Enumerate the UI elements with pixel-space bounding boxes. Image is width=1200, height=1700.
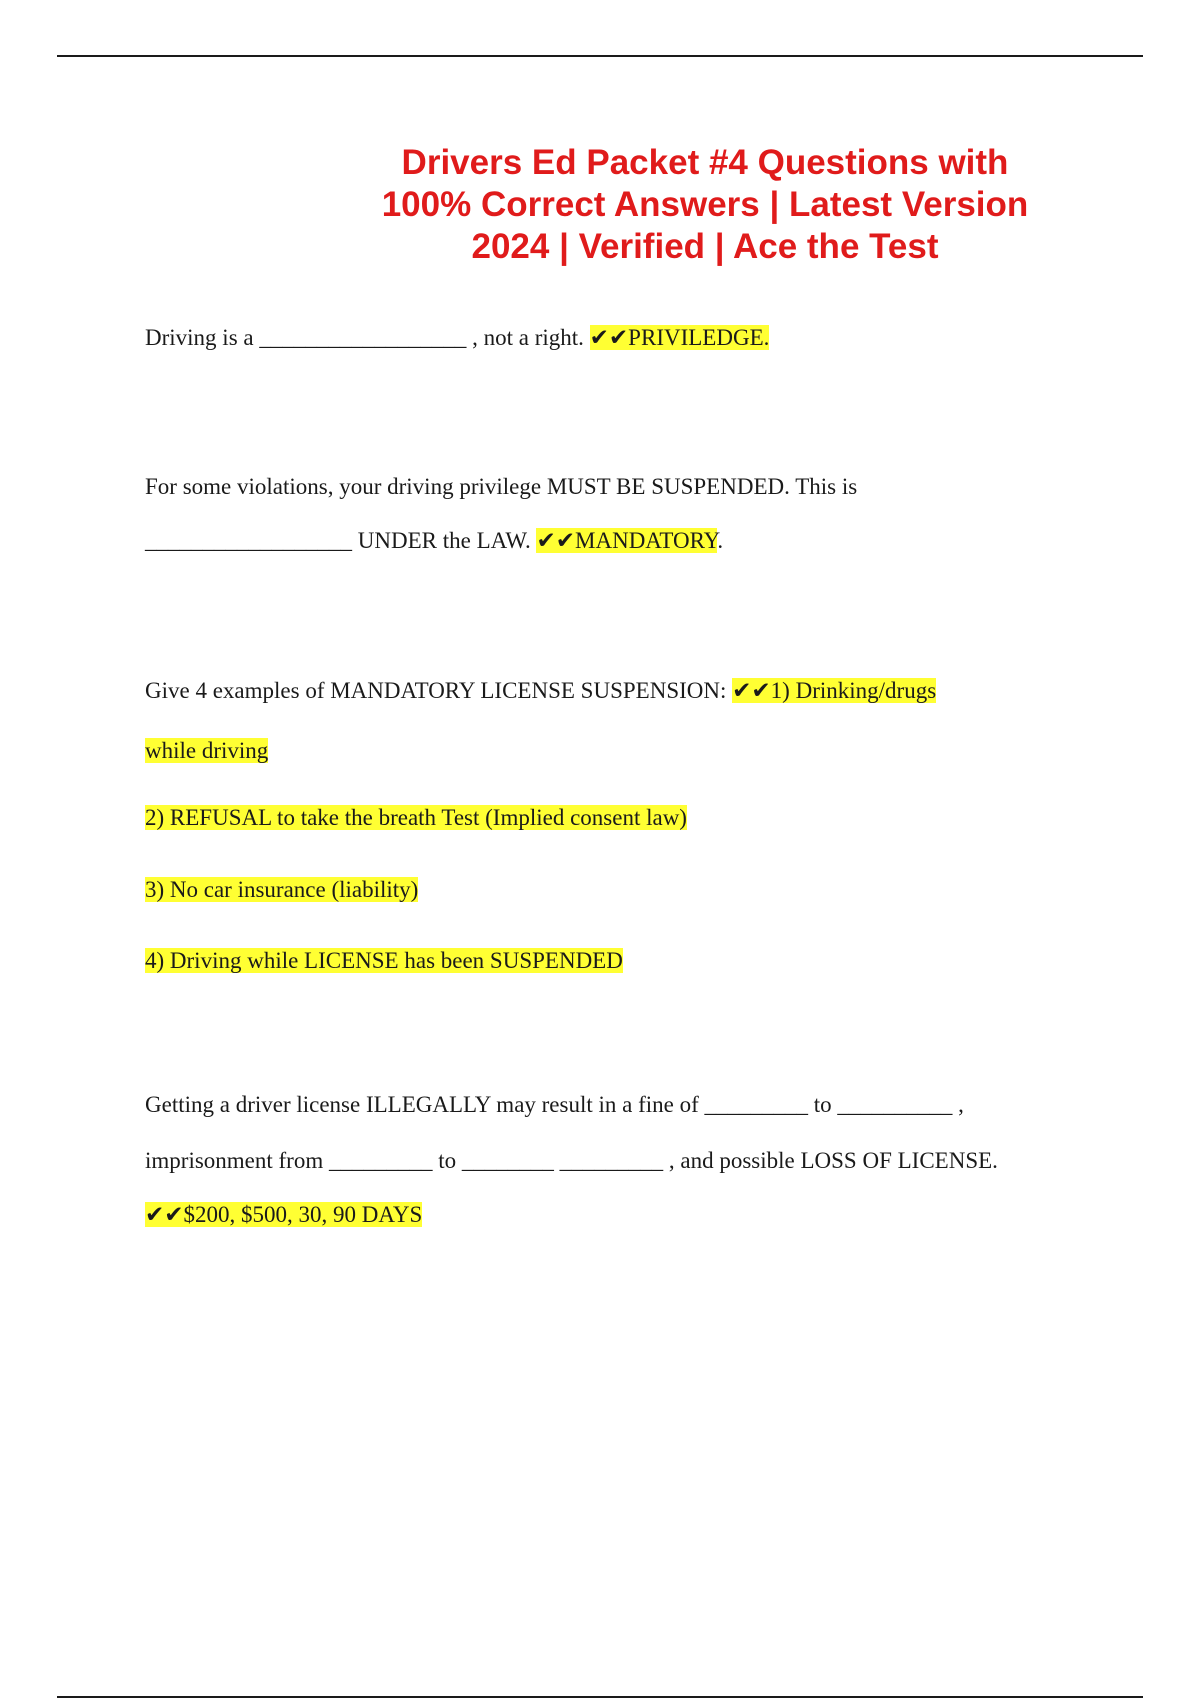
answer-line [145,874,418,906]
question-prompt: Driving is a __________________ , not a right. [145,325,584,350]
title-line: 100% Correct Answers | Latest Version [381,185,1029,224]
answer-line [145,1199,422,1231]
title-line: Drivers Ed Packet #4 Questions with [401,143,1009,182]
document-title [360,142,1050,268]
answer-suffix: . [717,528,724,553]
answer-highlight: 4) Driving while LICENSE has been SUSPENDED [145,948,623,973]
question-2-line-2 [145,525,723,557]
bottom-rule [57,1696,1143,1698]
answer-line [145,802,687,834]
top-rule [57,55,1143,57]
answer-highlight: 3) No car insurance (liability) [145,877,419,902]
answer-line [145,735,268,767]
title-line: 2024 | Verified | Ace the Test [471,227,939,266]
answer-line [145,945,623,977]
answer-highlight: ✔✔MANDATORY [536,528,718,553]
answer-highlight: ✔✔$200, $500, 30, 90 DAYS [145,1202,423,1227]
question-prompt: For some violations, your driving privilege MUST BE SUSPENDED. This is [145,474,858,499]
question-prompt: imprisonment from _________ to ________ _________ , and possible LOSS OF LICENSE. [145,1148,998,1173]
question-prompt: Getting a driver license ILLEGALLY may result in a fine of _________ to __________ , [145,1092,964,1117]
answer-highlight: ✔✔1) Drinking/drugs [732,678,937,703]
question-4-line-2 [145,1145,998,1177]
answer-highlight: ✔✔PRIVILEDGE. [589,325,770,350]
question-2-line-1 [145,471,857,503]
answer-highlight: while driving [145,738,269,763]
question-3-line-1 [145,675,936,707]
question-1 [145,322,769,354]
answer-highlight: 2) REFUSAL to take the breath Test (Implied consent law) [145,805,687,830]
question-prompt: __________________ UNDER the LAW. [145,528,531,553]
question-4-line-1 [145,1089,964,1121]
question-prompt: Give 4 examples of MANDATORY LICENSE SUSPENSION: [145,678,727,703]
